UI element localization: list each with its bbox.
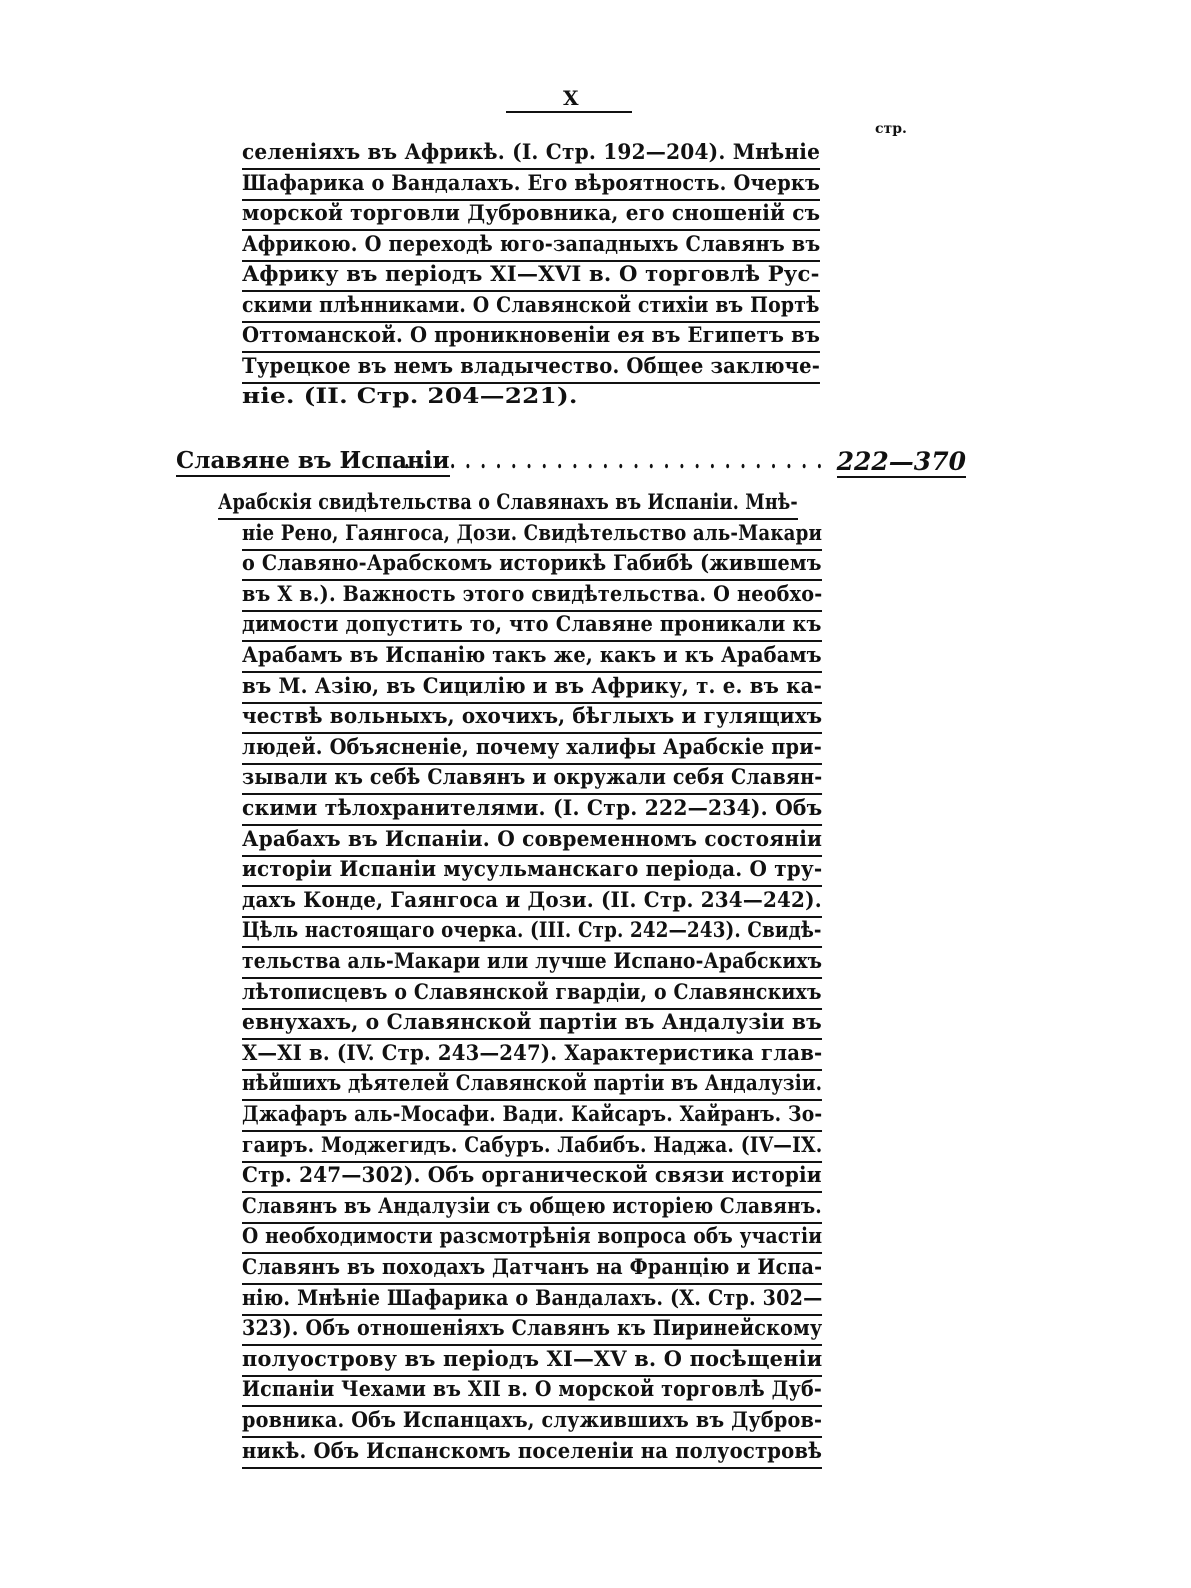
text-line: людей. Объясненіе, почему халифы Арабскіе при- [242,735,822,765]
text-line: Африкою. О переходѣ юго-западныхъ Славянъ въ [242,232,820,262]
text-line: ніе. (II. Стр. 204—221). [242,384,578,409]
text-line: зывали къ себѣ Славянъ и окружали себя Славян- [242,765,822,795]
column-header-pages: стр. [875,121,907,137]
text-line: Африку въ періодъ XI—XVI в. О торговлѣ Рус- [242,262,820,292]
text-line: ніе Рено, Гаянгоса, Дози. Свидѣтельство аль-Макари [242,521,822,551]
text-line: нѣйшихъ дѣятелей Славянской партіи въ Андалузіи. [242,1071,822,1101]
text-line: въ X в.). Важность этого свидѣтельства. О необхо- [242,582,822,612]
text-line: нію. Мнѣніе Шафарика о Вандалахъ. (X. Стр. 302— [242,1286,822,1316]
text-line: никѣ. Объ Испанскомъ поселеніи на полуостровѣ [242,1439,822,1469]
text-line: Арабахъ въ Испаніи. О современномъ состояніи [242,827,822,857]
text-line: въ М. Азію, въ Сицилію и въ Африку, т. е. въ ка- [242,674,822,704]
text-line: о Славяно-Арабскомъ историкѣ Габибѣ (жившемъ [242,551,822,581]
text-line: дахъ Конде, Гаянгоса и Дози. (II. Стр. 234—242). [242,888,822,918]
text-line: евнухахъ, о Славянской партіи въ Андалузіи въ [242,1010,822,1040]
text-line: полуострову въ періодъ XI—XV в. О посѣщеніи [242,1347,822,1377]
text-line: 323). Объ отношеніяхъ Славянъ къ Пиринейскому [242,1316,822,1346]
text-line: исторіи Испаніи мусульманскаго періода. О тру- [242,857,822,887]
page-number-rule [506,111,632,113]
text-line: Цѣль настоящаго очерка. (III. Стр. 242—243). Свидѣ- [242,918,822,948]
text-line: Арабамъ въ Испанію такъ же, какъ и къ Арабамъ [242,643,822,673]
text-line: Испаніи Чехами въ XII в. О морской торговлѣ Дуб- [242,1377,822,1407]
text-line: чествѣ вольныхъ, охочихъ, бѣглыхъ и гулящихъ [242,704,822,734]
section-heading [176,447,966,477]
text-line: скими плѣнниками. О Славянской стихіи въ Портѣ [242,293,820,323]
text-line: Стр. 247—302). Объ органической связи исторіи [242,1163,822,1193]
text-line: Славянъ въ Андалузіи съ общею исторіею Славянъ. [242,1194,822,1224]
text-line: Турецкое въ немъ владычество. Общее заключе- [242,354,820,384]
text-line: гаиръ. Моджегидъ. Сабуръ. Лабибъ. Наджа. (IV—IX. [242,1133,822,1163]
text-line: Джафаръ аль-Мосафи. Вади. Кайсаръ. Хайранъ. Зо- [242,1102,822,1132]
section-title: Славяне въ Испаніи [176,447,450,477]
text-line: селеніяхъ въ Африкѣ. (I. Стр. 192—204). Мнѣніе [242,140,820,170]
text-line: димости допустить то, что Славяне проникали къ [242,612,822,642]
text-line: О необходимости разсмотрѣнія вопроса объ участіи [242,1224,822,1254]
text-line: X—XI в. (IV. Стр. 243—247). Характеристика глав- [242,1041,822,1071]
text-line: тельства аль-Макари или лучше Испано-Арабскихъ [242,949,822,979]
page-number: X [563,86,579,110]
dot-leader: . . . . . . . . . . . . . . . . . . . . . . . . . . . . [404,447,825,474]
text-line: Славянъ въ походахъ Датчанъ на Францію и Испа- [242,1255,822,1285]
text-line: скими тѣлохранителями. (I. Стр. 222—234). Объ [242,796,822,826]
text-line: морской торговли Дубровника, его сношеній съ [242,201,820,231]
section-page-range: 222—370 [836,447,966,476]
text-line: Оттоманской. О проникновеніи ея въ Египетъ въ [242,323,820,353]
text-line: Шафарика о Вандалахъ. Его вѣроятность. Очеркъ [242,171,820,201]
text-line: Арабскія свидѣтельства о Славянахъ въ Испаніи. Мнѣ- [218,490,798,520]
text-line: ровника. Объ Испанцахъ, служившихъ въ Дубров- [242,1408,822,1438]
text-line: лѣтописцевъ о Славянской гвардіи, о Славянскихъ [242,980,822,1010]
